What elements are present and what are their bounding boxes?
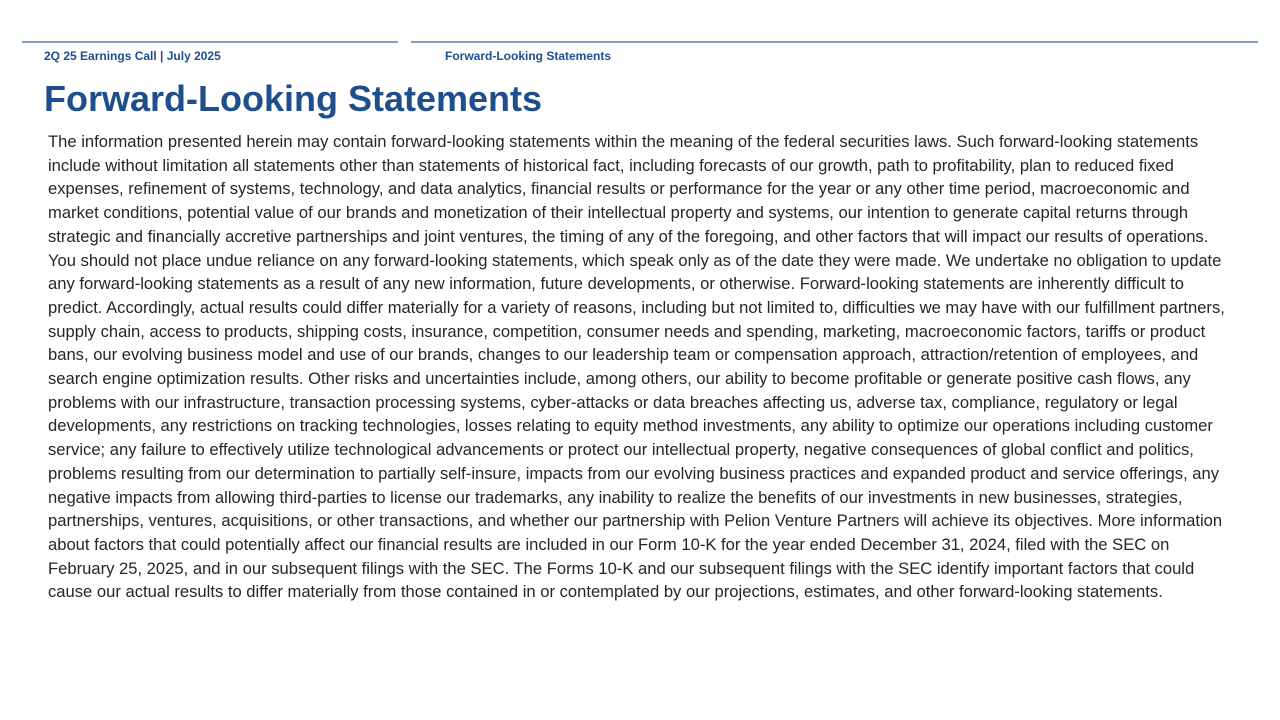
header-event-label: 2Q 25 Earnings Call | July 2025 — [44, 49, 221, 63]
header-section-label: Forward-Looking Statements — [445, 49, 612, 63]
disclaimer-paragraph: The information presented herein may contain forward-looking statements within the meaning of the federal securities laws. Such forward-looking statements include without limitation all statements other than statements of historical fact, including forecasts of our growth, path to profitability, plan to reduced fixed expenses, refinement of systems, technology, and data analytics, financial results or performance for the year or any other time period, macroeconomic and market conditions, potential value of our brands and monetization of their intellectual property and systems, our intention to generate capital returns through strategic and financially accretive partnerships and joint ventures, the timing of any of the foregoing, and other factors that will impact our results of operations. You should not place undue reliance on any forward-looking statements, which speak only as of the date they were made. We undertake no obligation to update any forward-looking statements as a result of any new information, future developments, or otherwise. Forward-looking statements are inherently difficult to predict. Accordingly, actual results could differ materially for a variety of reasons, including but not limited to, difficulties we may have with our fulfillment partners, supply chain, access to products, shipping costs, insurance, competition, consumer needs and spending, marketing, macroeconomic factors, tariffs or product bans, our evolving business model and use of our brands, changes to our leadership team or compensation approach, attraction/retention of employees, and search engine optimization results. Other risks and uncertainties include, among others, our ability to become profitable or generate positive cash flows, any problems with our infrastructure, transaction processing systems, cyber-attacks or data breaches affecting us, adverse tax, compliance, regulatory or legal developments, any restrictions on tracking technologies, losses relating to equity method investments, any ability to optimize our operations including customer service; any failure to effectively utilize technological advancements or protect our intellectual property, negative consequences of global conflict and politics, problems resulting from our determination to partially self-insure, impacts from our evolving business practices and expanded product and service offerings, any negative impacts from allowing third-parties to license our trademarks, any inability to realize the benefits of our investments in new businesses, strategies, partnerships, ventures, acquisitions, or other transactions, and whether our partnership with Pelion Venture Partners will achieve its objectives. More information about factors that could potentially affect our financial results are included in our Form 10-K for the year ended December 31, 2024, filed with the SEC on February 25, 2025, and in our subsequent filings with the SEC. The Forms 10-K and our subsequent filings with the SEC identify important factors that could cause our actual results to differ materially from those contained in or contemplated by our projections, estimates, and other forward-looking statements. — [48, 132, 1225, 602]
header-divider-left — [22, 41, 398, 43]
header-divider-right — [411, 41, 1258, 43]
page-title: Forward-Looking Statements — [44, 78, 543, 119]
